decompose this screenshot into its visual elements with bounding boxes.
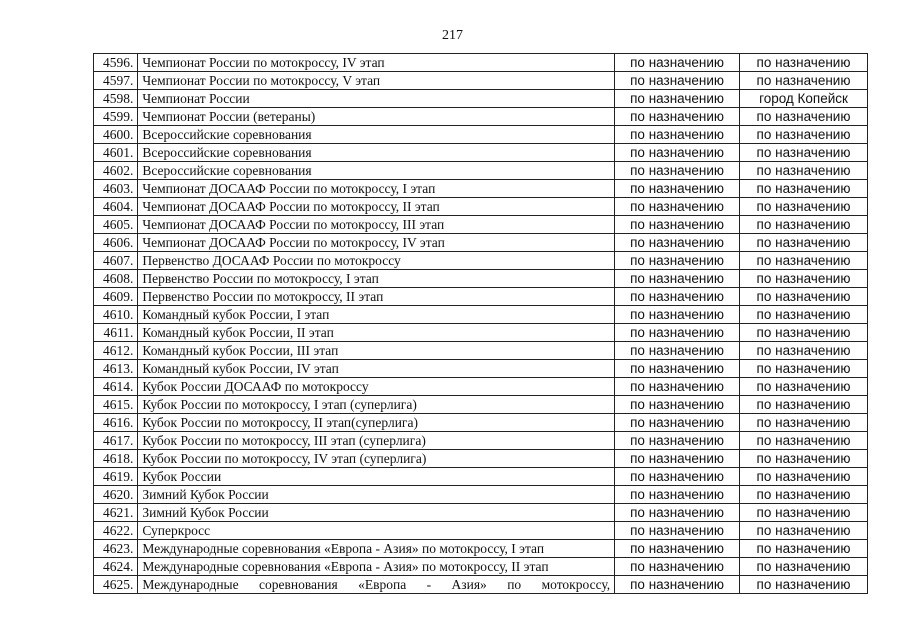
- location-cell: по назначению: [740, 396, 868, 414]
- row-number-cell: 4604.: [94, 198, 138, 216]
- event-name-cell: Кубок России: [138, 468, 615, 486]
- event-name-cell: Кубок России по мотокроссу, IV этап (суперлига): [138, 450, 615, 468]
- location-cell: по назначению: [740, 234, 868, 252]
- location-cell: по назначению: [740, 414, 868, 432]
- event-name-cell: Чемпионат России по мотокроссу, V этап: [138, 72, 615, 90]
- table-row: [94, 72, 868, 90]
- location-cell: по назначению: [740, 180, 868, 198]
- table-row: [94, 54, 868, 72]
- row-number-cell: 4611.: [94, 324, 138, 342]
- table-row: [94, 540, 868, 558]
- event-name-cell: Всероссийские соревнования: [138, 144, 615, 162]
- table-row: [94, 414, 868, 432]
- event-name-cell: Зимний Кубок России: [138, 486, 615, 504]
- row-number-cell: 4615.: [94, 396, 138, 414]
- event-name-cell: Чемпионат ДОСААФ России по мотокроссу, I этап: [138, 180, 615, 198]
- row-number-cell: 4614.: [94, 378, 138, 396]
- table-row: [94, 324, 868, 342]
- table-row: [94, 198, 868, 216]
- dates-cell: по назначению: [615, 576, 740, 594]
- table-row: [94, 306, 868, 324]
- dates-cell: по назначению: [615, 72, 740, 90]
- table-row: [94, 252, 868, 270]
- row-number-cell: 4621.: [94, 504, 138, 522]
- dates-cell: по назначению: [615, 126, 740, 144]
- dates-cell: по назначению: [615, 540, 740, 558]
- table-row: [94, 234, 868, 252]
- row-number-cell: 4618.: [94, 450, 138, 468]
- location-cell: по назначению: [740, 306, 868, 324]
- table-row: [94, 270, 868, 288]
- table-row: [94, 90, 868, 108]
- dates-cell: по назначению: [615, 360, 740, 378]
- location-cell: по назначению: [740, 288, 868, 306]
- dates-cell: по назначению: [615, 144, 740, 162]
- event-name-cell: Международные соревнования «Европа - Азия» по мотокроссу,: [138, 576, 615, 594]
- location-cell: по назначению: [740, 360, 868, 378]
- dates-cell: по назначению: [615, 162, 740, 180]
- event-name-cell: Международные соревнования «Европа - Азия» по мотокроссу, I этап: [138, 540, 615, 558]
- row-number-cell: 4601.: [94, 144, 138, 162]
- dates-cell: по назначению: [615, 198, 740, 216]
- event-name-cell: Первенство России по мотокроссу, II этап: [138, 288, 615, 306]
- table-row: [94, 144, 868, 162]
- location-cell: по назначению: [740, 558, 868, 576]
- dates-cell: по назначению: [615, 378, 740, 396]
- row-number-cell: 4608.: [94, 270, 138, 288]
- dates-cell: по назначению: [615, 414, 740, 432]
- location-cell: по назначению: [740, 108, 868, 126]
- row-number-cell: 4624.: [94, 558, 138, 576]
- event-name-cell: Чемпионат ДОСААФ России по мотокроссу, II этап: [138, 198, 615, 216]
- event-name-cell: Чемпионат России по мотокроссу, IV этап: [138, 54, 615, 72]
- table-row: [94, 522, 868, 540]
- table-row: [94, 360, 868, 378]
- location-cell: по назначению: [740, 252, 868, 270]
- location-cell: по назначению: [740, 378, 868, 396]
- table-row: [94, 486, 868, 504]
- dates-cell: по назначению: [615, 522, 740, 540]
- row-number-cell: 4598.: [94, 90, 138, 108]
- row-number-cell: 4602.: [94, 162, 138, 180]
- event-name-cell: Командный кубок России, I этап: [138, 306, 615, 324]
- table-row: [94, 576, 868, 594]
- location-cell: по назначению: [740, 324, 868, 342]
- dates-cell: по назначению: [615, 108, 740, 126]
- location-cell: по назначению: [740, 54, 868, 72]
- row-number-cell: 4616.: [94, 414, 138, 432]
- location-cell: по назначению: [740, 342, 868, 360]
- row-number-cell: 4605.: [94, 216, 138, 234]
- dates-cell: по назначению: [615, 216, 740, 234]
- location-cell: по назначению: [740, 198, 868, 216]
- location-cell: по назначению: [740, 432, 868, 450]
- event-name-cell: Всероссийские соревнования: [138, 126, 615, 144]
- row-number-cell: 4617.: [94, 432, 138, 450]
- event-name-cell: Чемпионат ДОСААФ России по мотокроссу, III этап: [138, 216, 615, 234]
- dates-cell: по назначению: [615, 306, 740, 324]
- location-cell: по назначению: [740, 72, 868, 90]
- event-name-cell: Командный кубок России, II этап: [138, 324, 615, 342]
- table-row: [94, 468, 868, 486]
- location-cell: город Копейск: [740, 90, 868, 108]
- event-name-cell: Чемпионат России (ветераны): [138, 108, 615, 126]
- event-name-cell: Кубок России по мотокроссу, III этап (суперлига): [138, 432, 615, 450]
- row-number-cell: 4603.: [94, 180, 138, 198]
- dates-cell: по назначению: [615, 396, 740, 414]
- location-cell: по назначению: [740, 540, 868, 558]
- events-table: [93, 53, 868, 594]
- table-row: [94, 126, 868, 144]
- table-row: [94, 180, 868, 198]
- row-number-cell: 4596.: [94, 54, 138, 72]
- location-cell: по назначению: [740, 486, 868, 504]
- table-row: [94, 558, 868, 576]
- location-cell: по назначению: [740, 144, 868, 162]
- event-name-cell: Международные соревнования «Европа - Азия» по мотокроссу, II этап: [138, 558, 615, 576]
- table-row: [94, 378, 868, 396]
- row-number-cell: 4620.: [94, 486, 138, 504]
- dates-cell: по назначению: [615, 450, 740, 468]
- location-cell: по назначению: [740, 576, 868, 594]
- event-name-cell: Кубок России по мотокроссу, II этап(суперлига): [138, 414, 615, 432]
- event-name-cell: Кубок России по мотокроссу, I этап (суперлига): [138, 396, 615, 414]
- dates-cell: по назначению: [615, 342, 740, 360]
- table-row: [94, 342, 868, 360]
- location-cell: по назначению: [740, 522, 868, 540]
- row-number-cell: 4612.: [94, 342, 138, 360]
- events-table-body: [94, 54, 868, 594]
- location-cell: по назначению: [740, 162, 868, 180]
- dates-cell: по назначению: [615, 288, 740, 306]
- row-number-cell: 4599.: [94, 108, 138, 126]
- event-name-cell: Первенство России по мотокроссу, I этап: [138, 270, 615, 288]
- table-row: [94, 504, 868, 522]
- table-row: [94, 432, 868, 450]
- dates-cell: по назначению: [615, 54, 740, 72]
- event-name-cell: Суперкросс: [138, 522, 615, 540]
- row-number-cell: 4623.: [94, 540, 138, 558]
- table-row: [94, 108, 868, 126]
- location-cell: по назначению: [740, 126, 868, 144]
- table-row: [94, 450, 868, 468]
- dates-cell: по назначению: [615, 504, 740, 522]
- dates-cell: по назначению: [615, 558, 740, 576]
- dates-cell: по назначению: [615, 252, 740, 270]
- event-name-cell: Всероссийские соревнования: [138, 162, 615, 180]
- location-cell: по назначению: [740, 270, 868, 288]
- row-number-cell: 4597.: [94, 72, 138, 90]
- event-name-cell: Командный кубок России, IV этап: [138, 360, 615, 378]
- row-number-cell: 4622.: [94, 522, 138, 540]
- row-number-cell: 4625.: [94, 576, 138, 594]
- row-number-cell: 4609.: [94, 288, 138, 306]
- event-name-cell: Командный кубок России, III этап: [138, 342, 615, 360]
- dates-cell: по назначению: [615, 270, 740, 288]
- row-number-cell: 4619.: [94, 468, 138, 486]
- location-cell: по назначению: [740, 504, 868, 522]
- row-number-cell: 4607.: [94, 252, 138, 270]
- row-number-cell: 4610.: [94, 306, 138, 324]
- event-name-cell: Зимний Кубок России: [138, 504, 615, 522]
- event-name-cell: Кубок России ДОСААФ по мотокроссу: [138, 378, 615, 396]
- event-name-cell: Чемпионат ДОСААФ России по мотокроссу, IV этап: [138, 234, 615, 252]
- table-row: [94, 396, 868, 414]
- dates-cell: по назначению: [615, 432, 740, 450]
- dates-cell: по назначению: [615, 324, 740, 342]
- row-number-cell: 4600.: [94, 126, 138, 144]
- event-name-cell: Чемпионат России: [138, 90, 615, 108]
- table-row: [94, 288, 868, 306]
- table-row: [94, 216, 868, 234]
- row-number-cell: 4613.: [94, 360, 138, 378]
- dates-cell: по назначению: [615, 90, 740, 108]
- dates-cell: по назначению: [615, 234, 740, 252]
- row-number-cell: 4606.: [94, 234, 138, 252]
- page-number: 217: [442, 28, 463, 43]
- dates-cell: по назначению: [615, 468, 740, 486]
- event-name-cell: Первенство ДОСААФ России по мотокроссу: [138, 252, 615, 270]
- location-cell: по назначению: [740, 216, 868, 234]
- location-cell: по назначению: [740, 450, 868, 468]
- table-row: [94, 162, 868, 180]
- dates-cell: по назначению: [615, 486, 740, 504]
- location-cell: по назначению: [740, 468, 868, 486]
- dates-cell: по назначению: [615, 180, 740, 198]
